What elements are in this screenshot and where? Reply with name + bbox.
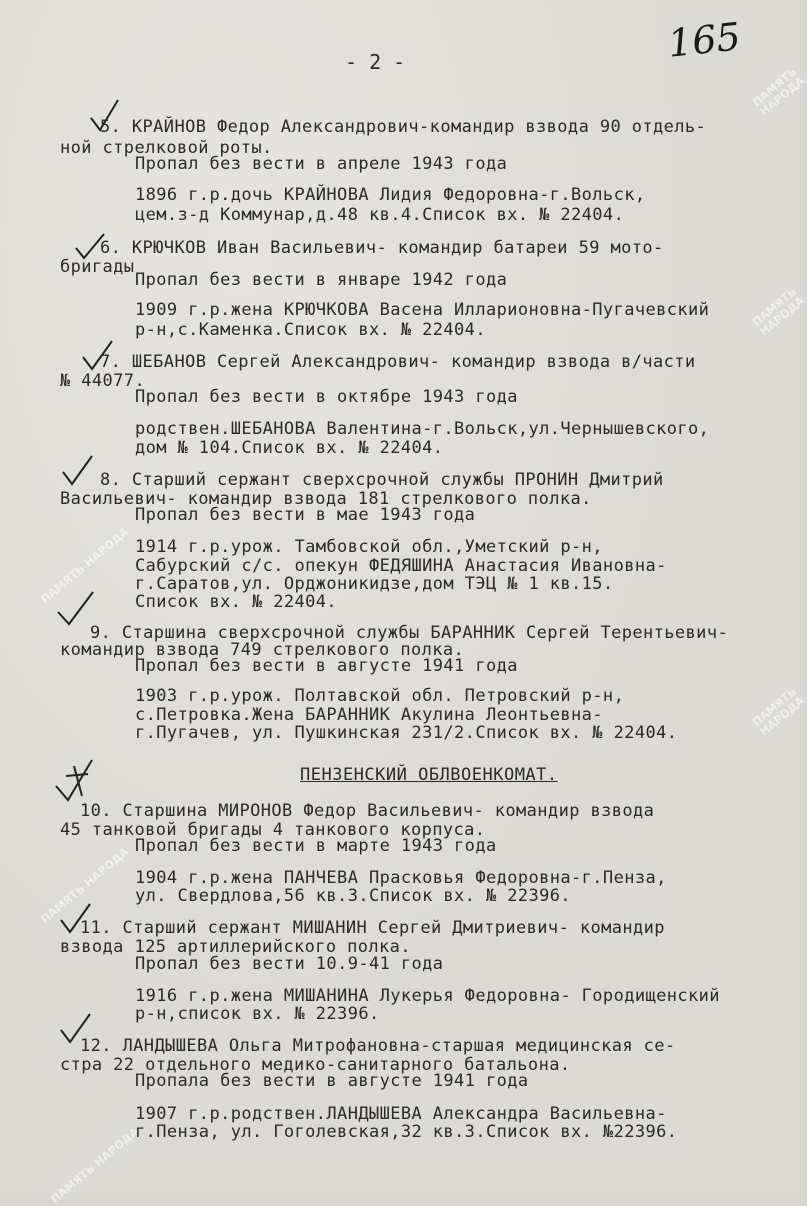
entry-9-line: г.Пугачев, ул. Пушкинская 231/2.Список вх. № 22404. bbox=[135, 723, 678, 743]
watermark-logo: ПАМЯТЬ НАРОДА bbox=[38, 525, 132, 607]
watermark-logo: ПАМЯТЬ НАРОДА bbox=[750, 64, 807, 119]
entry-11-line: 11. Старший сержант МИШАНИН Сергей Дмитриевич- командир bbox=[80, 918, 665, 938]
entry-11-line: 1916 г.р.жена МИШАНИНА Лукерья Федоровна- Городищенский bbox=[135, 986, 720, 1006]
entry-6-line: Пропал без вести в январе 1942 года bbox=[135, 270, 508, 290]
entry-5-line: Пропал без вести в апреле 1943 года bbox=[135, 154, 508, 174]
entry-9-line: 9. Старшина сверхсрочной службы БАРАННИК Сергей Терентьевич- bbox=[90, 623, 729, 643]
entry-8-line: Список вх. № 22404. bbox=[135, 592, 338, 612]
entry-5-line: цем.з-д Коммунар,д.48 кв.4.Список вх. № 22404. bbox=[135, 205, 625, 225]
page-number: - 2 - bbox=[345, 50, 406, 74]
watermark-logo: ПАМЯТЬ НАРОДА bbox=[38, 845, 132, 927]
entry-12-line: Пропала без вести в августе 1941 года bbox=[135, 1071, 529, 1091]
entry-11-line: Пропал без вести 10.9-41 года bbox=[135, 954, 444, 974]
entry-6-line: р-н,с.Каменка.Список вх. № 22404. bbox=[135, 320, 486, 340]
watermark-logo: ПАМЯТЬ НАРОДА bbox=[48, 1125, 142, 1206]
entry-12-line: стра 22 отдельного медико-санитарного батальона. bbox=[60, 1055, 571, 1075]
entry-7-line: № 44077. bbox=[60, 371, 146, 391]
watermark-logo: ПАМЯТЬ НАРОДА bbox=[750, 284, 807, 339]
entry-8-line: 1914 г.р.урож. Тамбовской обл.,Уметский р-н, bbox=[135, 537, 603, 557]
handwritten-sheet-number: 165 bbox=[665, 14, 743, 66]
watermark-logo: ПАМЯТЬ НАРОДА bbox=[750, 684, 807, 739]
entry-6-line: 1909 г.р.жена КРЮЧКОВА Васена Илларионовна-Пугачевский bbox=[135, 300, 710, 320]
entry-12-line: 1907 г.р.родствен.ЛАНДЫШЕВА Александра Васильевна- bbox=[135, 1104, 667, 1124]
entry-8-line: 8. Старший сержант сверхсрочной службы ПРОНИН Дмитрий bbox=[100, 470, 664, 490]
entry-7-line: 7. ШЕБАНОВ Сергей Александрович- командир взвода в/части bbox=[100, 352, 696, 372]
check-mark-icon bbox=[60, 452, 100, 492]
entry-9-line: Пропал без вести в августе 1941 года bbox=[135, 656, 518, 676]
entry-11-line: р-н,список вх. № 22396. bbox=[135, 1004, 380, 1024]
entry-8-line: Васильевич- командир взвода 181 стрелкового полка. bbox=[60, 489, 592, 509]
entry-5-line: 5. КРАЙНОВ Федор Александрович-командир взвода 90 отдель- bbox=[100, 117, 707, 137]
entry-5-line: ной стрелковой роты. bbox=[60, 138, 273, 158]
entry-9-line: с.Петровка.Жена БАРАННИК Акулина Леонтьевна- bbox=[135, 705, 603, 725]
entry-12-line: г.Пенза, ул. Гоголевская,32 кв.3.Список вх. №22396. bbox=[135, 1122, 678, 1142]
entry-5-line: 1896 г.р.дочь КРАЙНОВА Лидия Федоровна-г.Вольск, bbox=[135, 185, 646, 205]
entry-6-line: бригады bbox=[60, 257, 135, 277]
entry-10-line: 10. Старшина МИРОНОВ Федор Васильевич- командир взвода bbox=[80, 801, 655, 821]
entry-7-line: Пропал без вести в октябре 1943 года bbox=[135, 387, 518, 407]
entry-6-line: 6. КРЮЧКОВ Иван Васильевич- командир батареи 59 мото- bbox=[100, 238, 664, 258]
entry-7-line: родствен.ШЕБАНОВА Валентина-г.Вольск,ул.Чернышевского, bbox=[135, 419, 710, 439]
entry-9-line: командир взвода 749 стрелкового полка. bbox=[60, 640, 465, 660]
entry-10-line: 1904 г.р.жена ПАНЧЕВА Прасковья Федоровна-г.Пенза, bbox=[135, 868, 667, 888]
entry-12-line: 12. ЛАНДЫШЕВА Ольга Митрофановна-старшая медицинская се- bbox=[80, 1036, 676, 1056]
entry-8-line: Сабурский с/с. опекун ФЕДЯШИНА Анастасия Ивановна- bbox=[135, 556, 667, 576]
entry-10-line: 45 танковой бригады 4 танкового корпуса. bbox=[60, 820, 486, 840]
entry-8-line: Пропал без вести в мае 1943 года bbox=[135, 505, 476, 525]
entry-11-line: взвода 125 артиллерийского полка. bbox=[60, 937, 411, 957]
entry-10-line: Пропал без вести в марте 1943 года bbox=[135, 836, 497, 856]
entry-7-line: дом № 104.Список вх. № 22404. bbox=[135, 438, 444, 458]
entry-8-line: г.Саратов,ул. Орджоникидзе,дом ТЭЦ № 1 кв.15. bbox=[135, 574, 614, 594]
entry-10-line: ул. Свердлова,56 кв.3.Список вх. № 22396. bbox=[135, 886, 572, 906]
section-heading-penza: ПЕНЗЕНСКИЙ ОБЛВОЕНКОМАТ. bbox=[300, 765, 558, 785]
entry-9-line: 1903 г.р.урож. Полтавской обл. Петровский р-н, bbox=[135, 686, 625, 706]
